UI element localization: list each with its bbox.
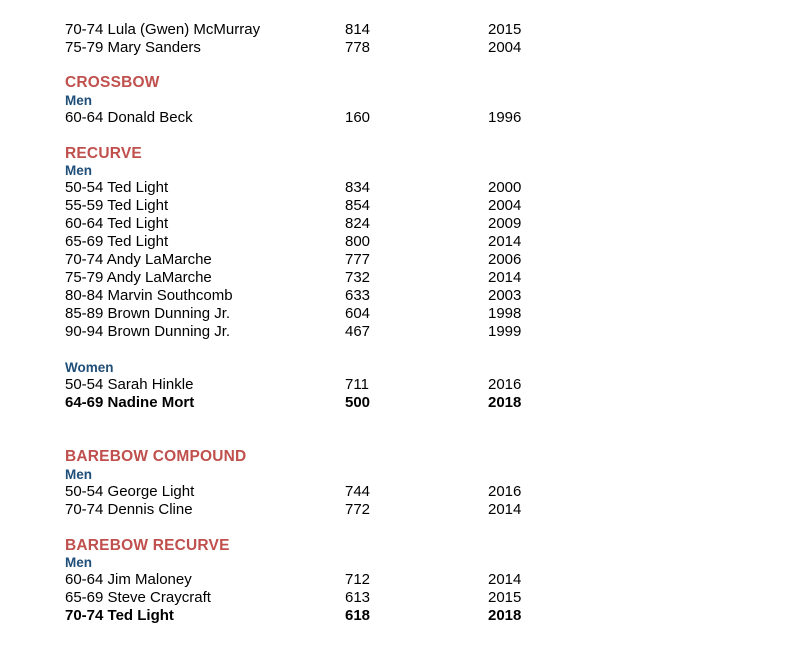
record-name: 50-54 Ted Light [65,179,169,196]
record-name: 70-74 Dennis Cline [65,501,193,518]
table-row [0,197,800,215]
table-row [0,394,800,412]
record-name: 60-64 Jim Maloney [65,571,192,588]
record-score: 772 [345,501,371,518]
table-row [0,287,800,305]
table-row [0,179,800,197]
record-name: 50-54 George Light [65,483,195,500]
record-score: 777 [345,251,371,268]
table-row [0,233,800,251]
record-year: 2016 [488,483,522,500]
table-row [0,501,800,519]
record-score: 618 [345,607,371,624]
record-year: 2009 [488,215,522,232]
record-year: 2018 [488,394,522,411]
record-name: 65-69 Ted Light [65,233,169,250]
subheading-men: Men [65,93,92,108]
record-name: 90-94 Brown Dunning Jr. [65,323,231,340]
record-year: 2015 [488,589,522,606]
table-row [0,323,800,341]
record-score: 814 [345,21,371,38]
record-score: 712 [345,571,371,588]
record-year: 1996 [488,109,522,126]
record-year: 2004 [488,197,522,214]
record-year: 2014 [488,233,522,250]
record-score: 800 [345,233,371,250]
record-name: 60-64 Donald Beck [65,109,193,126]
record-score: 744 [345,483,371,500]
record-year: 2003 [488,287,522,304]
subheading-women: Women [65,360,114,375]
table-row [0,251,800,269]
table-row [0,483,800,501]
table-row [0,269,800,287]
record-year: 2000 [488,179,522,196]
record-score: 160 [345,109,371,126]
section-heading-recurve: RECURVE [65,145,142,162]
record-score: 732 [345,269,371,286]
record-name: 60-64 Ted Light [65,215,169,232]
record-score: 633 [345,287,371,304]
table-row [0,21,800,39]
table-row [0,376,800,394]
table-row [0,305,800,323]
subheading-men: Men [65,467,92,482]
record-year: 2014 [488,269,522,286]
record-score: 834 [345,179,371,196]
section-heading-barebow-recurve: BAREBOW RECURVE [65,537,230,554]
table-row [0,607,800,625]
section-heading-crossbow: CROSSBOW [65,74,160,91]
record-name: 70-74 Andy LaMarche [65,251,212,268]
record-name: 55-59 Ted Light [65,197,169,214]
table-row [0,571,800,589]
record-year: 2015 [488,21,522,38]
record-year: 1999 [488,323,522,340]
record-score: 778 [345,39,371,56]
record-year: 2014 [488,571,522,588]
record-year: 2014 [488,501,522,518]
record-year: 2004 [488,39,522,56]
record-year: 2016 [488,376,522,393]
record-name: 64-69 Nadine Mort [65,394,195,411]
record-score: 604 [345,305,371,322]
record-name: 75-79 Andy LaMarche [65,269,212,286]
table-row [0,215,800,233]
record-name: 65-69 Steve Craycraft [65,589,211,606]
record-score: 613 [345,589,371,606]
record-score: 854 [345,197,371,214]
table-row [0,589,800,607]
table-row [0,109,800,127]
record-name: 85-89 Brown Dunning Jr. [65,305,231,322]
subheading-men: Men [65,163,92,178]
table-row [0,39,800,57]
record-score: 500 [345,394,371,411]
record-name: 70-74 Ted Light [65,607,174,624]
record-score: 467 [345,323,371,340]
record-score: 711 [345,376,369,393]
record-name: 80-84 Marvin Southcomb [65,287,233,304]
record-year: 1998 [488,305,522,322]
record-year: 2006 [488,251,522,268]
record-score: 824 [345,215,371,232]
section-heading-barebow-compound: BAREBOW COMPOUND [65,448,247,465]
record-name: 50-54 Sarah Hinkle [65,376,194,393]
record-year: 2018 [488,607,522,624]
subheading-men: Men [65,555,92,570]
record-name: 75-79 Mary Sanders [65,39,201,56]
record-name: 70-74 Lula (Gwen) McMurray [65,21,261,38]
